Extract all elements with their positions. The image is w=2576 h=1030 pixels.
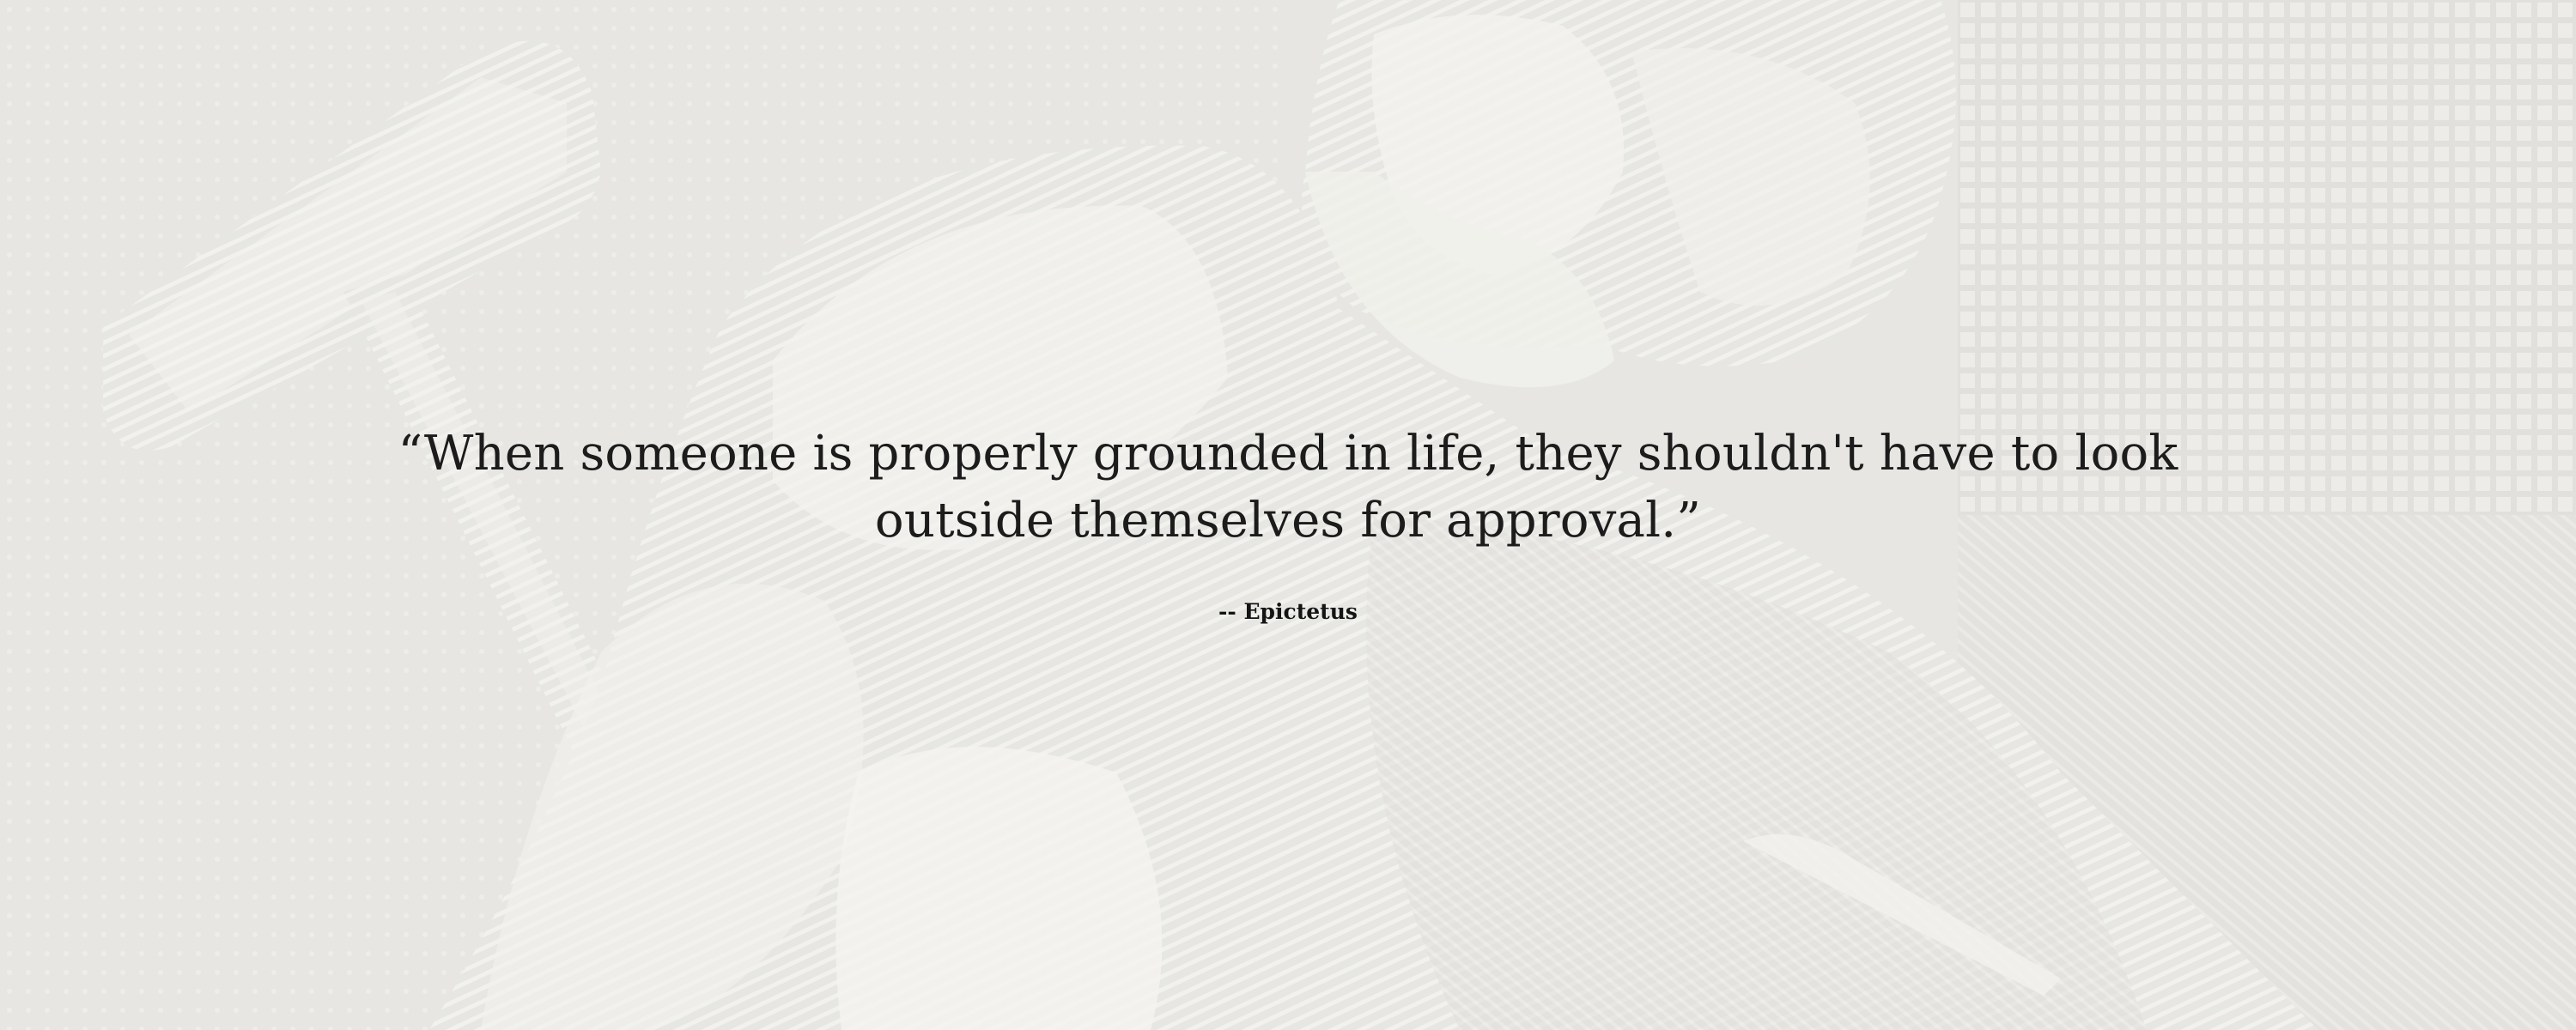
quote-text: “When someone is properly grounded in life, they shouldn't have to look outside themselves for approval.” — [398, 426, 2178, 548]
quote-block — [0, 421, 2576, 624]
quote-author: -- Epictetus — [1218, 599, 1358, 624]
